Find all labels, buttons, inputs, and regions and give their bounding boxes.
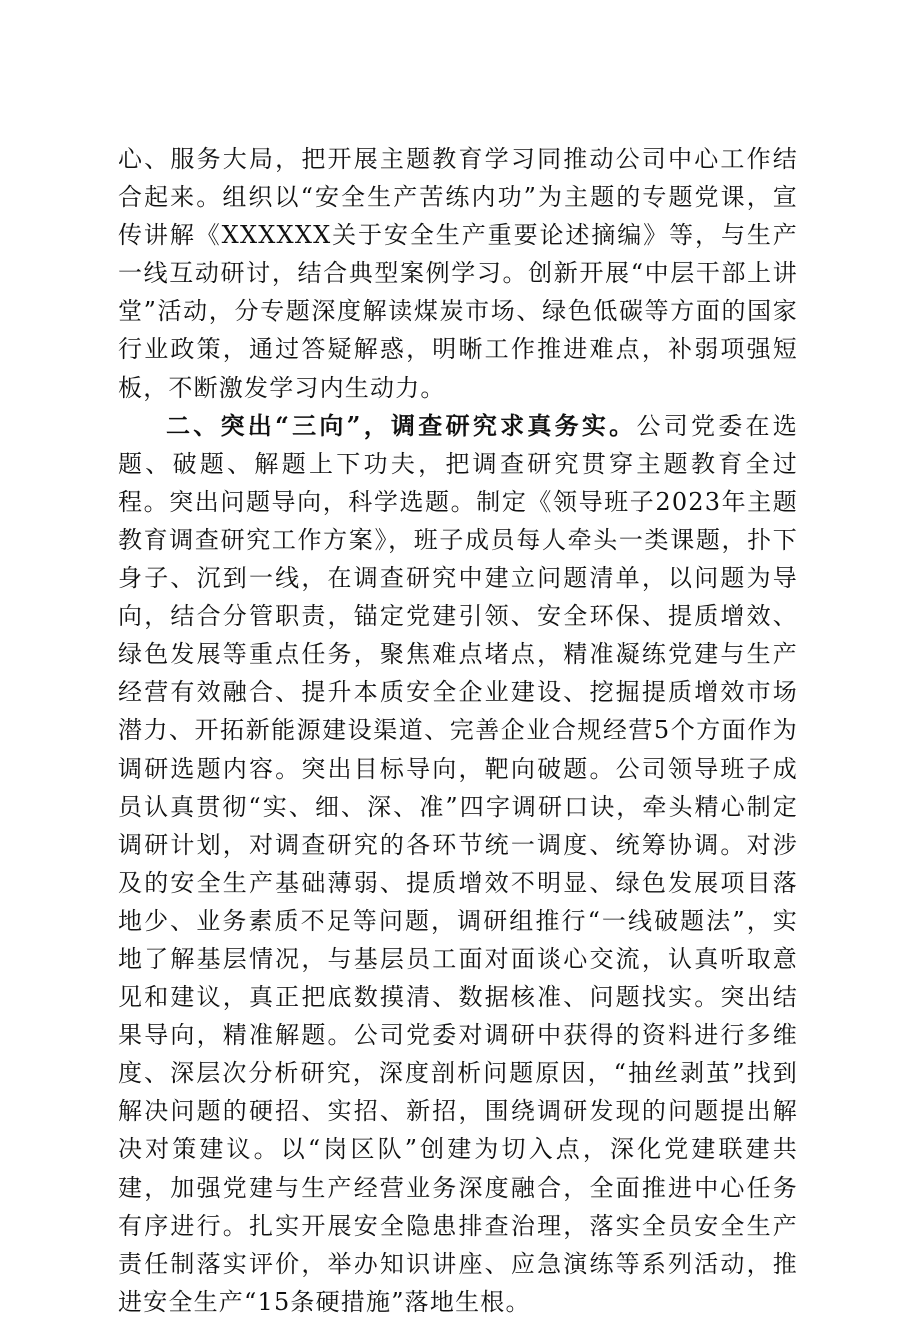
paragraph-1-text: 心、服务大局，把开展主题教育学习同推动公司中心工作结合起来。组织以“安全生产苦练内功”为主题的专题党课，宣传讲解《XXXXXX关于安全生产重要论述摘编》等，与生产一线互动研讨，结合典型案例学习。创新开展“中层干部上讲堂”活动，分专题深度解读煤炭市场、绿色低碳等方面的国家行业政策，通过答疑解惑，明晰工作推进难点，补弱项强短板，不断激发学习内生动力。 <box>118 145 798 402</box>
paragraph-2 <box>118 407 798 1321</box>
paragraph-2-text: 公司党委在选题、破题、解题上下功夫，把调查研究贯穿主题教育全过程。突出问题导向，科学选题。制定《领导班子2023年主题教育调查研究工作方案》，班子成员每人牵头一类课题，扑下身子、沉到一线，在调查研究中建立问题清单，以问题为导向，结合分管职责，锚定党建引领、安全环保、提质增效、绿色发展等重点任务，聚焦难点堵点，精准凝练党建与生产经营有效融合、提升本质安全企业建设、挖掘提质增效市场潜力、开拓新能源建设渠道、完善企业合规经营5个方面作为调研选题内容。突出目标导向，靶向破题。公司领导班子成员认真贯彻“实、细、深、准”四字调研口诀，牵头精心制定调研计划，对调查研究的各环节统一调度、统筹协调。对涉及的安全生产基础薄弱、提质增效不明显、绿色发展项目落地少、业务素质不足等问题，调研组推行“一线破题法”，实地了解基层情况，与基层员工面对面谈心交流，认真听取意见和建议，真正把底数摸清、数据核准、问题找实。突出结果导向，精准解题。公司党委对调研中获得的资料进行多维度、深层次分析研究，深度剖析问题原因，“抽丝剥茧”找到解决问题的硬招、实招、新招，围绕调研发现的问题提出解决对策建议。以“岗区队”创建为切入点，深化党建联建共建，加强党建与生产经营业务深度融合，全面推进中心任务有序进行。扎实开展安全隐患排查治理，落实全员安全生产责任制落实评价，举办知识讲座、应急演练等系列活动，推进安全生产“15条硬措施”落地生根。 <box>118 411 798 1316</box>
section-heading: 二、突出“三向”，调查研究求真务实。 <box>166 410 637 440</box>
document-body <box>118 140 798 1321</box>
paragraph-1 <box>118 140 798 407</box>
